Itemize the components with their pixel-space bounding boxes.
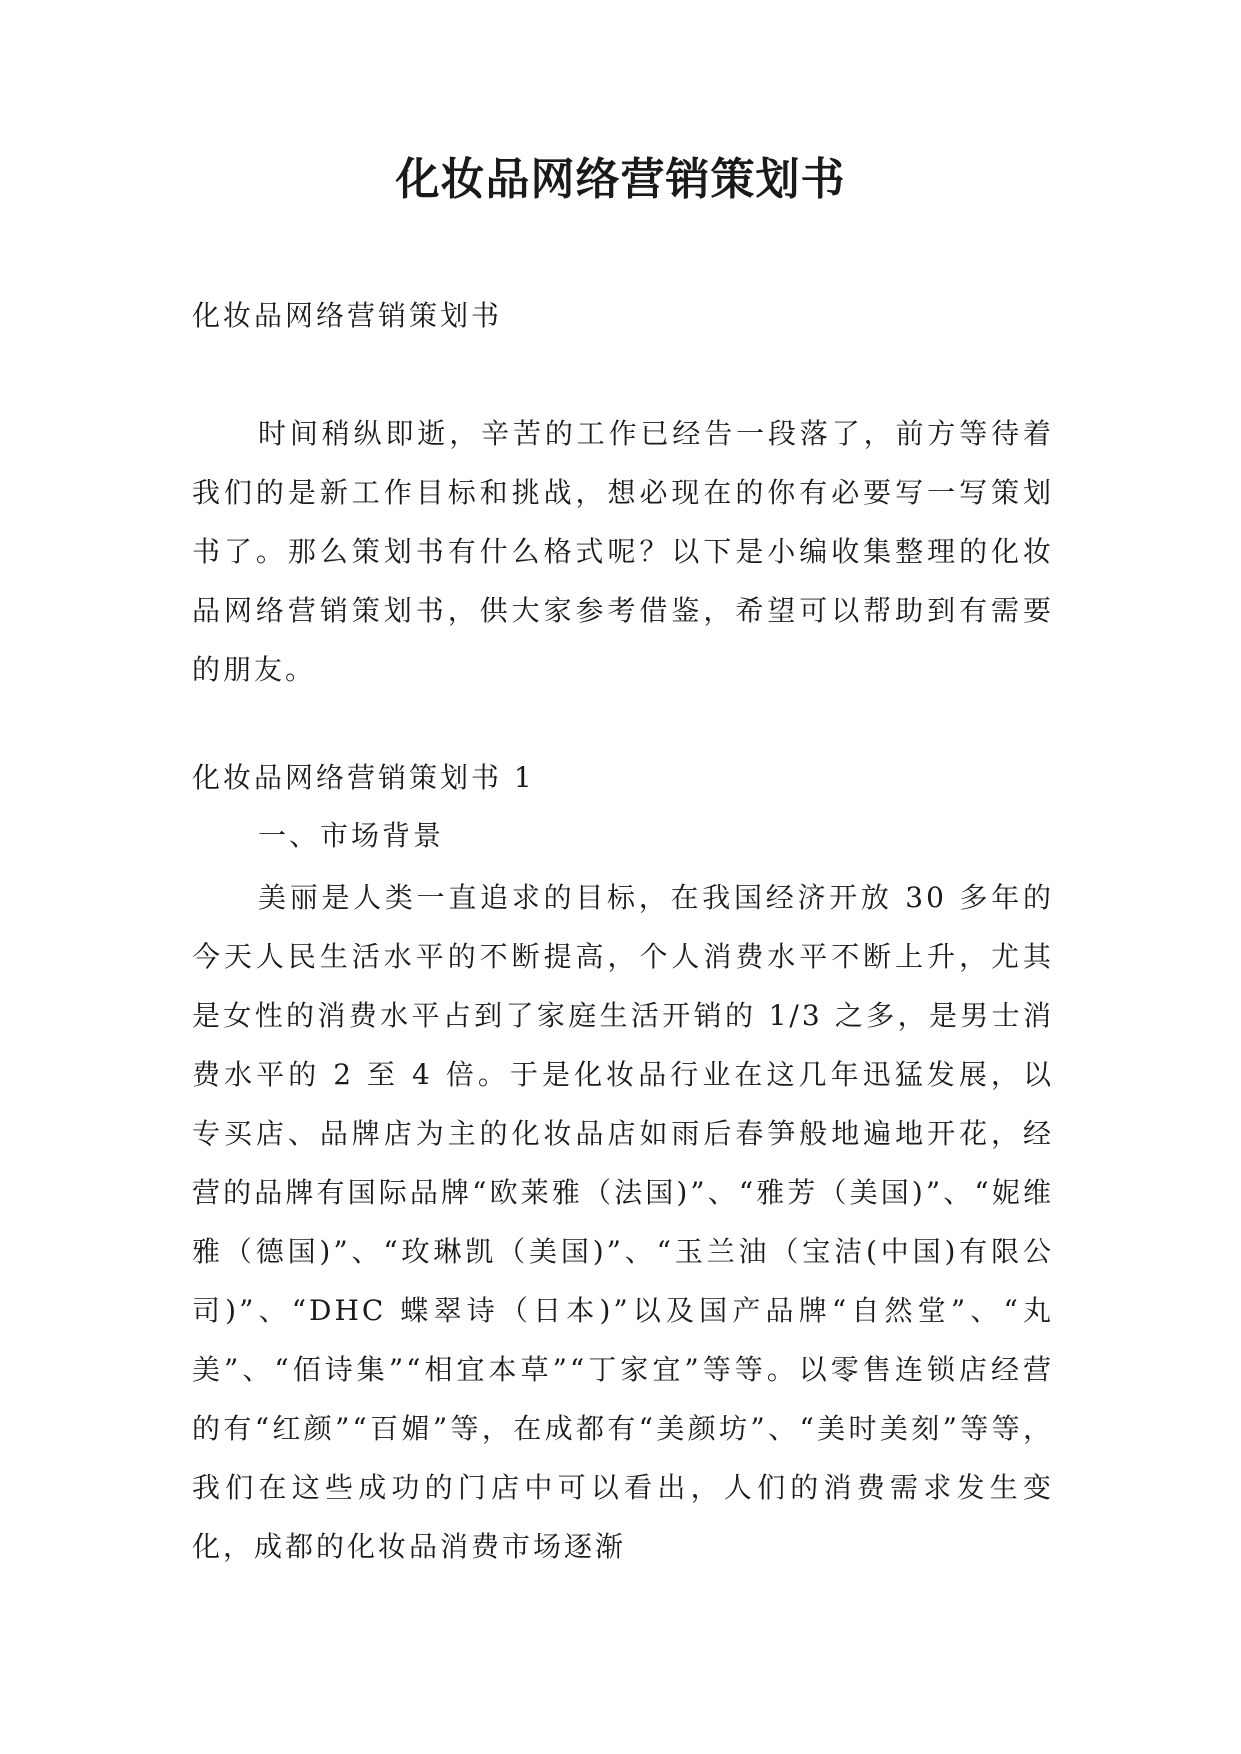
document-subtitle: 化妆品网络营销策划书 [192,299,503,332]
document-title: 化妆品网络营销策划书 [395,154,846,205]
section-heading: 一、市场背景 [258,819,445,852]
section-title: 化妆品网络营销策划书 1 [192,761,535,794]
intro-paragraph: 时间稍纵即逝，辛苦的工作已经告一段落了，前方等待着我们的是新工作目标和挑战，想必现在的你有必要写一写策划书了。那么策划书有什么格式呢？以下是小编收集整理的化妆品网络营销策划书，供大家参考借鉴，希望可以帮助到有需要的朋友。 [192,417,1054,686]
body-paragraph: 美丽是人类一直追求的目标，在我国经济开放 30 多年的今天人民生活水平的不断提高，个人消费水平不断上升，尤其是女性的消费水平占到了家庭生活开销的 1/3 之多，是男士消费水平的 2 至 4 倍。于是化妆品行业在这几年迅猛发展，以专买店、品牌店为主的化妆品店如雨后春笋般地遍地开花，经营的品牌有国际品牌“欧莱雅（法国)”、“雅芳（美国)”、“妮维雅（德国)”、“玫琳凯（美国)”、“玉兰油（宝洁(中国)有限公司)”、“DHC 蝶翠诗（日本)”以及国产品牌“自然堂”、“丸美”、“佰诗集”“相宜本草”“丁家宜”等等。以零售连锁店经营的有“红颜”“百媚”等，在成都有“美颜坊”、“美时美刻”等等，我们在这些成功的门店中可以看出，人们的消费需求发生变化，成都的化妆品消费市场逐渐 [192,881,1054,1563]
